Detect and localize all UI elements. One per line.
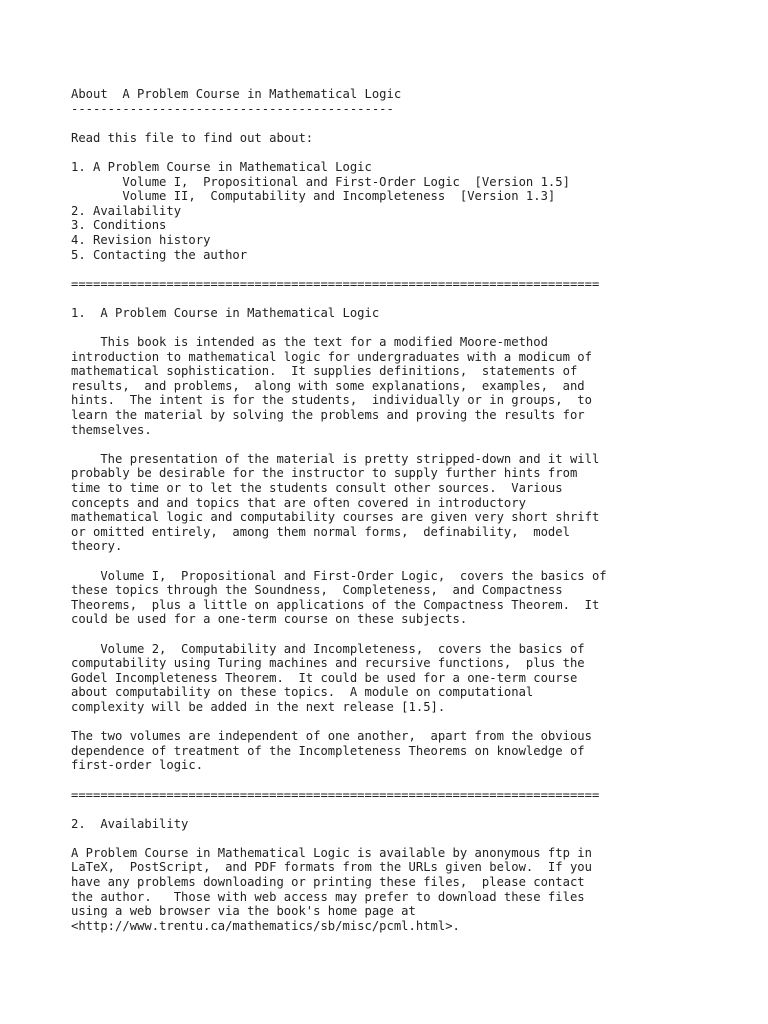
document-line: LaTeX, PostScript, and PDF formats from the URLs given below. If you bbox=[71, 860, 592, 875]
document-line: probably be desirable for the instructor to supply further hints from bbox=[71, 466, 578, 481]
document-line: themselves. bbox=[71, 422, 152, 437]
document-line: computability using Turing machines and recursive functions, plus the bbox=[71, 656, 585, 671]
document-line: Godel Incompleteness Theorem. It could be used for a one-term course bbox=[71, 670, 578, 685]
document-line bbox=[71, 773, 748, 788]
document-line: Read this file to find out about: bbox=[71, 130, 314, 145]
document-line bbox=[71, 554, 748, 569]
document-line: could be used for a one-term course on these subjects. bbox=[71, 612, 468, 627]
document-line: Theorems, plus a little on applications of the Compactness Theorem. It bbox=[71, 597, 600, 612]
document-line: ======================================================================== bbox=[71, 276, 600, 291]
document-line: Volume 2, Computability and Incompleteness, covers the basics of bbox=[71, 641, 585, 656]
document-line bbox=[71, 627, 748, 642]
document-line: ======================================================================== bbox=[71, 787, 600, 802]
document-line bbox=[71, 437, 748, 452]
document-line: learn the material by solving the problems and proving the results for bbox=[71, 408, 585, 423]
document-line bbox=[71, 116, 748, 131]
document-line: Volume I, Propositional and First-Order Logic, covers the basics of bbox=[71, 568, 607, 583]
document-line bbox=[71, 715, 748, 730]
document-line: complexity will be added in the next release [1.5]. bbox=[71, 699, 446, 714]
document-line: 2. Availability bbox=[71, 203, 182, 218]
document-line: A Problem Course in Mathematical Logic is available by anonymous ftp in bbox=[71, 845, 592, 860]
document-line: 3. Conditions bbox=[71, 218, 167, 233]
document-line: mathematical logic and computability courses are given very short shrift bbox=[71, 510, 600, 525]
document-line: have any problems downloading or printing these files, please contact bbox=[71, 875, 585, 890]
document-line: these topics through the Soundness, Completeness, and Compactness bbox=[71, 583, 563, 598]
document-line: time to time or to let the students consult other sources. Various bbox=[71, 481, 563, 496]
document-line: 1. A Problem Course in Mathematical Logic bbox=[71, 305, 380, 320]
document-line: 1. A Problem Course in Mathematical Logic bbox=[71, 159, 372, 174]
document-line bbox=[71, 145, 748, 160]
document-line: 2. Availability bbox=[71, 816, 189, 831]
document-line bbox=[71, 321, 748, 336]
document-line: <http://www.trentu.ca/mathematics/sb/misc/pcml.html>. bbox=[71, 918, 460, 933]
document-line: the author. Those with web access may prefer to download these files bbox=[71, 889, 585, 904]
document-line: -------------------------------------------- bbox=[71, 101, 394, 116]
document-line: Volume II, Computability and Incompleteness [Version 1.3] bbox=[71, 189, 556, 204]
document-line: dependence of treatment of the Incompleteness Theorems on knowledge of bbox=[71, 743, 585, 758]
document-body bbox=[71, 87, 748, 933]
document-line: using a web browser via the book's home page at bbox=[71, 904, 416, 919]
document-line: first-order logic. bbox=[71, 758, 204, 773]
document-line: theory. bbox=[71, 539, 123, 554]
document-line: Volume I, Propositional and First-Order Logic [Version 1.5] bbox=[71, 174, 570, 189]
document-line bbox=[71, 831, 748, 846]
document-line: The two volumes are independent of one another, apart from the obvious bbox=[71, 729, 592, 744]
document-line: hints. The intent is for the students, individually or in groups, to bbox=[71, 393, 592, 408]
document-line: About A Problem Course in Mathematical Logic bbox=[71, 87, 402, 101]
document-line: 5. Contacting the author bbox=[71, 247, 248, 262]
document-line: This book is intended as the text for a modified Moore-method bbox=[71, 335, 548, 350]
document-line bbox=[71, 802, 748, 817]
document-line: The presentation of the material is pretty stripped-down and it will bbox=[71, 451, 600, 466]
document-line: 4. Revision history bbox=[71, 232, 211, 247]
document-line: results, and problems, along with some explanations, examples, and bbox=[71, 378, 585, 393]
document-line: introduction to mathematical logic for undergraduates with a modicum of bbox=[71, 349, 592, 364]
document-line: about computability on these topics. A module on computational bbox=[71, 685, 534, 700]
document-line: or omitted entirely, among them normal forms, definability, model bbox=[71, 524, 570, 539]
document-line: mathematical sophistication. It supplies definitions, statements of bbox=[71, 364, 578, 379]
document-line bbox=[71, 262, 748, 277]
document-line bbox=[71, 291, 748, 306]
document-line: concepts and and topics that are often covered in introductory bbox=[71, 495, 526, 510]
